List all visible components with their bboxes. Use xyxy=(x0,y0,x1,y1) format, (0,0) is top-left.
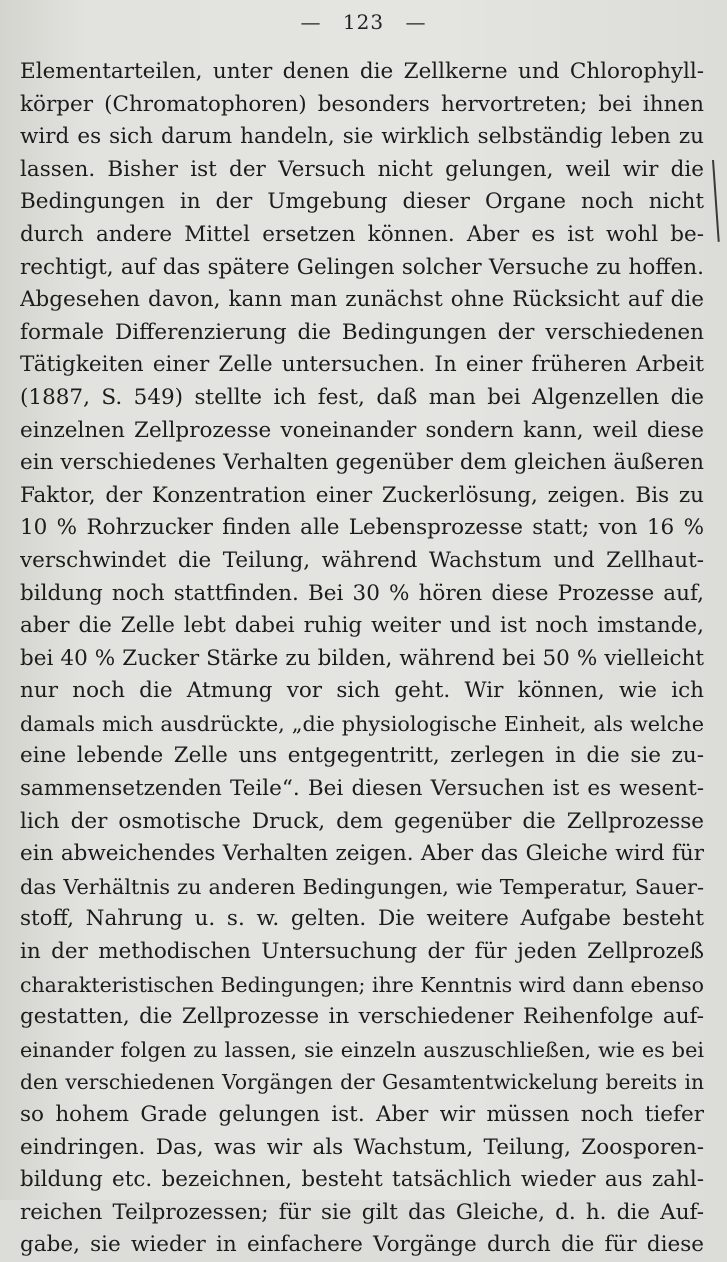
text-line: Abgesehen davon, kann man zunächst ohne Rücksicht auf die xyxy=(20,287,704,313)
text-line: den verschiedenen Vorgängen der Gesamtentwickelung bereits in xyxy=(20,1070,704,1095)
text-line: lich der osmotische Druck, dem gegenüber die Zellprozesse xyxy=(20,808,704,834)
header-dash-right: — xyxy=(405,10,427,34)
text-line: körper (Chromatophoren) besonders hervortreten; bei ihnen xyxy=(20,91,704,117)
text-line: ein abweichendes Verhalten zeigen. Aber das Gleiche wird für xyxy=(20,841,704,867)
text-line: wird es sich darum handeln, sie wirklich selbständig leben zu xyxy=(20,124,704,150)
text-line: formale Differenzierung die Bedingungen der verschiedenen xyxy=(20,319,704,345)
text-line: einzelnen Zellprozesse voneinander sondern kann, weil diese xyxy=(20,417,704,443)
margin-pencil-mark xyxy=(712,160,720,242)
text-line: lassen. Bisher ist der Versuch nicht gelungen, weil wir die xyxy=(20,156,704,182)
text-line: charakteristischen Bedingungen; ihre Kenntnis wird dann ebenso xyxy=(20,972,704,997)
text-line: bildung etc. bezeichnen, besteht tatsächlich wieder aus zahl- xyxy=(20,1167,704,1193)
text-line: rechtigt, auf das spätere Gelingen solcher Versuche zu hoffen. xyxy=(20,254,704,280)
text-line: durch andere Mittel ersetzen können. Aber es ist wohl be- xyxy=(20,221,704,247)
page-number: 123 xyxy=(342,10,385,34)
text-line: aber die Zelle lebt dabei ruhig weiter und ist noch imstande, xyxy=(20,613,704,639)
text-line: das Verhältnis zu anderen Bedingungen, wie Temperatur, Sauer- xyxy=(20,874,704,899)
text-line: Bedingungen in der Umgebung dieser Organe noch nicht xyxy=(20,189,704,215)
text-line: damals mich ausdrückte, „die physiologische Einheit, als welche xyxy=(20,711,704,736)
text-line: eindringen. Das, was wir als Wachstum, Teilung, Zoosporen- xyxy=(20,1134,704,1160)
text-line: sammensetzenden Teile“. Bei diesen Versuchen ist es wesent- xyxy=(20,776,704,802)
text-line: stoff, Nahrung u. s. w. gelten. Die weitere Aufgabe besteht xyxy=(20,906,704,932)
text-line: einander folgen zu lassen, sie einzeln auszuschließen, wie es bei xyxy=(20,1037,704,1062)
header-dash-left: — xyxy=(300,10,322,34)
text-line: gabe, sie wieder in einfachere Vorgänge durch die für diese xyxy=(20,1232,704,1258)
page-header xyxy=(0,10,727,34)
text-line: bei 40 % Zucker Stärke zu bilden, während bei 50 % vielleicht xyxy=(20,645,704,671)
text-line: nur noch die Atmung vor sich geht. Wir können, wie ich xyxy=(20,678,704,704)
body-text xyxy=(20,56,704,1262)
text-line: Faktor, der Konzentration einer Zuckerlösung, zeigen. Bis zu xyxy=(20,482,704,508)
text-line: Tätigkeiten einer Zelle untersuchen. In einer früheren Arbeit xyxy=(20,352,704,378)
text-line: gestatten, die Zellprozesse in verschiedener Reihenfolge auf- xyxy=(20,1004,704,1030)
text-line: eine lebende Zelle uns entgegentritt, zerlegen in die sie zu- xyxy=(20,743,704,769)
text-line: reichen Teilprozessen; für sie gilt das Gleiche, d. h. die Auf- xyxy=(20,1199,704,1225)
text-line: so hohem Grade gelungen ist. Aber wir müssen noch tiefer xyxy=(20,1102,704,1127)
text-line: Elementarteilen, unter denen die Zellkerne und Chlorophyll- xyxy=(20,59,704,84)
text-line: (1887, S. 549) stellte ich fest, daß man bei Algenzellen die xyxy=(20,384,704,410)
text-line: in der methodischen Untersuchung der für jeden Zellprozeß xyxy=(20,939,704,965)
text-line: 10 % Rohrzucker finden alle Lebensprozesse statt; von 16 % xyxy=(20,515,704,541)
text-line: verschwindet die Teilung, während Wachstum und Zellhaut- xyxy=(20,547,704,573)
text-line: ein verschiedenes Verhalten gegenüber dem gleichen äußeren xyxy=(20,450,704,476)
text-line: bildung noch stattfinden. Bei 30 % hören diese Prozesse auf, xyxy=(20,580,704,606)
